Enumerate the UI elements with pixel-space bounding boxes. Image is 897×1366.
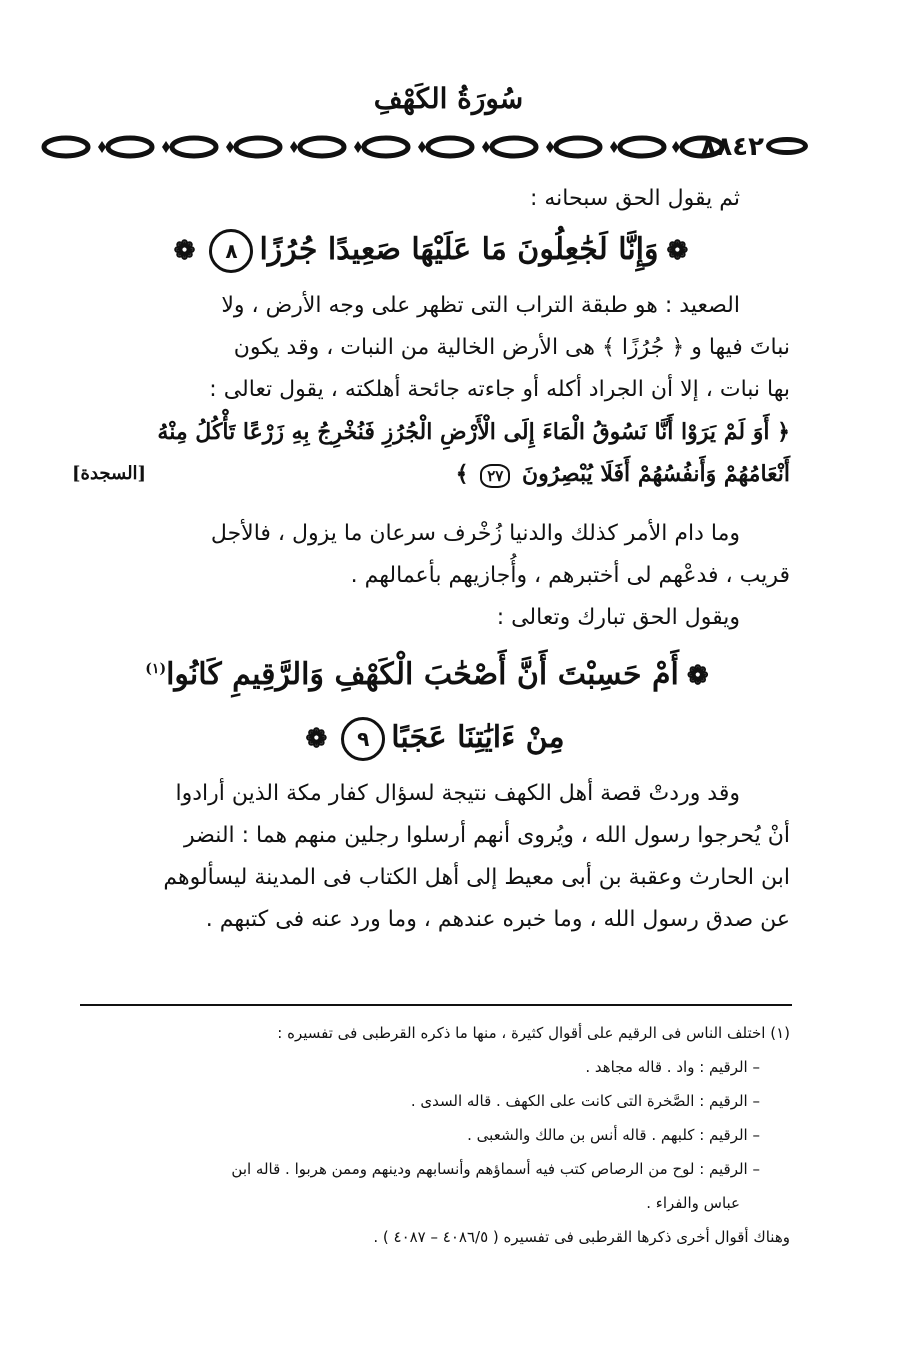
quote-line-2-text: أَنْعَامُهُمْ وَأَنفُسُهُمْ أَفَلَا يُبْصِرُونَ [521,461,790,487]
para-1-line-2: نباتَ فيها و ﴿ جُرُزًا ﴾ هى الأرض الخالية من النبات ، وقد يكون [233,335,790,360]
verse-8 [72,222,790,279]
quote-surah-reference: [السجدة] [72,463,147,484]
verse-8-text: وَإِنَّا لَجَٰعِلُونَ مَا عَلَيْهَا صَعِيدًا جُرُزًا [259,232,659,267]
footnote-item-4: – الرقيم : لوح من الرصاص كتب فيه أسماؤهم وأنسابهم ودينهم وممن هربوا . قاله ابن [231,1160,760,1178]
footnote-item-2: – الرقيم : الصَّخرة التى كانت على الكهف . قاله السدى . [410,1092,760,1110]
verse-intro-2: ويقول الحق تبارك وتعالى : [496,605,740,630]
quote-line-2 [72,453,790,495]
verse-9-text-2: مِنْ ءَايَٰتِنَا عَجَبًا [391,720,565,755]
chain-end-oval [766,137,808,155]
verse-intro-1: ثم يقول الحق سبحانه : [529,186,740,211]
verse-9-text-1: أَمْ حَسِبْتَ أَنَّ أَصْحَٰبَ الْكَهْفِ وَالرَّقِيمِ كَانُوا [166,657,679,692]
para-3-line-4: عن صدق رسول الله ، وما خبره عندهم ، وما ورد عنه فى كتبهم . [205,907,790,932]
footnotes [80,1016,790,1254]
ayah-number-8: ٨ [209,229,253,273]
para-2-line-1: وما دام الأمر كذلك والدنيا زُخْرف سرعان ما يزول ، فالأجل [210,521,740,546]
footnote-item-1: – الرقيم : واد . قاله مجاهد . [585,1058,760,1076]
surah-title: سُورَةُ الكَهْفِ [373,82,524,115]
arabesque-ornament-icon: ❁ [305,724,328,754]
para-3-line-2: أنْ يُحرجوا رسول الله ، ويُروى أنهم أرسلوا رجلين منهم هما : النضر [183,823,790,848]
para-1-line-3: بها نبات ، إلا أن الجراد أكله أو جاءته جائحة أهلكته ، يقول تعالى : [209,377,790,402]
verse-9-line-1 [72,641,790,704]
ayah-number-9: ٩ [341,717,385,761]
header-band [38,130,808,164]
para-2-line-2: قريب ، فدعْهم لى أختبرهم ، وأُجازيهم بأعمالهم . [350,563,790,588]
spacer [72,495,790,513]
verse-9-line-2 [72,710,790,767]
arabesque-ornament-icon: ❁ [173,236,196,266]
arabesque-ornament-icon: ❁ [686,661,709,691]
arabesque-ornament-icon: ❁ [666,236,689,266]
footnote-closing: وهناك أقوال أخرى ذكرها القرطبى فى تفسيره ( ٤٠٨٦/٥ – ٤٠٨٧ ) . [373,1228,790,1246]
page-number: ٨٨٤٢ [700,132,764,162]
para-1-line-1: الصعيد : هو طبقة التراب التى تظهر على وجه الأرض ، ولا [221,293,740,318]
footnote-item-4-cont: عباس والفراء . [646,1194,740,1212]
main-text [72,178,790,941]
quote-ayah-number: ٢٧ [480,464,510,488]
para-3-line-1: وقد وردتْ قصة أهل الكهف نتيجة لسؤال كفار مكة الذين أرادوا [175,781,740,806]
quote-close-bracket: ﴾ [455,461,469,487]
footnote-divider [80,1004,792,1006]
para-3-line-3: ابن الحارث وعقبة بن أبى معيط إلى أهل الكتاب فى المدينة ليسألوهم [163,865,790,890]
footnote-item-3: – الرقيم : كلبهم . قاله أنس بن مالك والشعبى . [467,1126,760,1144]
footnote-marker: (١) [145,661,167,677]
footnote-1: (١) اختلف الناس فى الرقيم على أقوال كثيرة ، منها ما ذكره القرطبى فى تفسيره : [277,1024,790,1042]
quote-line-1: ﴿ أَوَ لَمْ يَرَوْا أَنَّا نَسُوقُ الْمَاءَ إِلَى الْأَرْضِ الْجُرُزِ فَنُخْرِجُ بِهِ زَرْعًا تَأْكُلُ مِنْهُ [157,419,790,445]
chain-border-icon [38,130,728,164]
